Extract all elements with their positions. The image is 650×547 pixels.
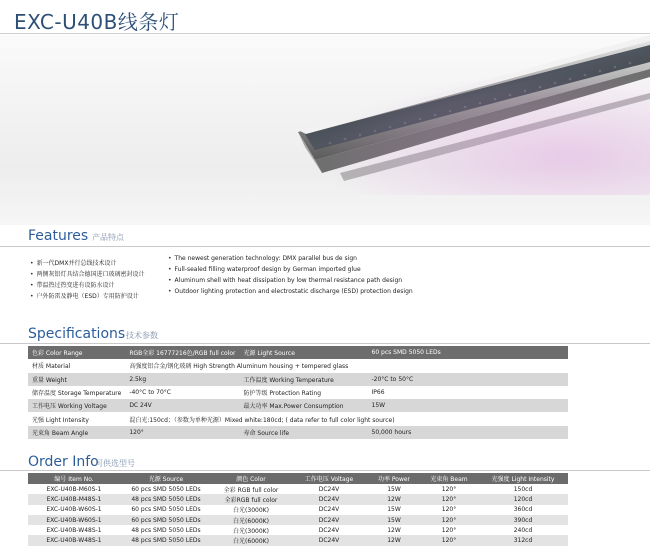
order-cell: DC24V (290, 535, 368, 545)
order-cell: 120° (420, 535, 478, 545)
order-cell: EXC-U40B-W48S-1 (28, 525, 120, 535)
order-cell: EXC-U40B-M60S-1 (28, 484, 120, 494)
order-row (28, 484, 568, 494)
specifications-table (28, 346, 568, 439)
spec-label: 防护等级 Protection Rating (240, 386, 368, 399)
order-cell: 白光(6000K) (212, 535, 290, 545)
order-cell: DC24V (290, 515, 368, 525)
feature-item: • Full-sealed filling waterproof design by German imported glue (168, 264, 413, 275)
order-cell: 360cd (478, 505, 568, 515)
spec-value: 混白光:150cd；（参数为单种光源）Mixed white:180cd; ( data refer to full color light source) (125, 412, 568, 425)
spec-row (28, 386, 568, 399)
order-cell: 白光(6000K) (212, 515, 290, 525)
order-cell: DC24V (290, 525, 368, 535)
features-title: Features (28, 228, 89, 244)
order-cell: 12W (368, 494, 420, 504)
feature-item: • 户外防雷及静电（ESD）专用防护设计 (30, 291, 145, 302)
order-cell: 240cd (478, 525, 568, 535)
spec-value: 50,000 hours (368, 426, 569, 439)
order-cell: EXC-U40B-M48S-1 (28, 494, 120, 504)
order-col-header: 光源 Source (120, 473, 212, 484)
order-row (28, 525, 568, 535)
order-row (28, 535, 568, 545)
feature-item: • 两侧灰铝灯具结合德国进口玻璃密封设计 (30, 269, 145, 280)
order-row (28, 494, 568, 504)
spec-label: 色彩 Color Range (28, 346, 125, 359)
feature-item: • The newest generation technology: DMX parallel bus de sign (168, 253, 413, 264)
spec-label: 工作温度 Working Temperature (240, 373, 368, 386)
spec-label: 光强 Light Intensity (28, 412, 125, 425)
order-col-header: 光束角 Beam (420, 473, 478, 484)
spec-value: RGB全彩 16777216色/RGB full color (125, 346, 239, 359)
spec-label: 寿命 Source life (240, 426, 368, 439)
spec-value: -40°C to 70°C (125, 386, 239, 399)
page-title: EXC-U40B线条灯 (14, 10, 180, 34)
order-row (28, 505, 568, 515)
specifications-divider (0, 343, 650, 344)
spec-row (28, 346, 568, 359)
order-cell: DC24V (290, 494, 368, 504)
features-list-en (168, 253, 413, 297)
feature-item: • Aluminum shell with heat dissipation by low thermal resistance path design (168, 275, 413, 286)
order-col-header: 工作电压 Voltage (290, 473, 368, 484)
order-cell: 15W (368, 505, 420, 515)
order-cell: 120° (420, 505, 478, 515)
order-cell: 120° (420, 484, 478, 494)
order-cell: 12W (368, 535, 420, 545)
order-cell: 48 pcs SMD 5050 LEDs (120, 535, 212, 545)
features-list-cn (30, 258, 145, 302)
order-cell: 15W (368, 484, 420, 494)
spec-row (28, 399, 568, 412)
spec-value: 120° (125, 426, 239, 439)
order-col-header: 编号 Item No. (28, 473, 120, 484)
order-cell: 60 pcs SMD 5050 LEDs (120, 515, 212, 525)
spec-label: 重量 Weight (28, 373, 125, 386)
order-cell: EXC-U40B-W48S-1 (28, 535, 120, 545)
order-col-header: 光强度 Light Intensity (478, 473, 568, 484)
order-cell: 312cd (478, 535, 568, 545)
spec-row (28, 426, 568, 439)
order-cell: 390cd (478, 515, 568, 525)
spec-label: 光束角 Beam Angle (28, 426, 125, 439)
order-cell: 15W (368, 515, 420, 525)
features-divider (0, 246, 650, 247)
spec-value: 60 pcs SMD 5050 LEDs (368, 346, 569, 359)
order-info-divider (0, 470, 650, 471)
order-cell: 150cd (478, 484, 568, 494)
order-cell: DC24V (290, 505, 368, 515)
spec-value: 高强度铝合金/钢化玻璃 High Strength Aluminum housing + tempered glass (125, 359, 568, 372)
spec-label: 工作电压 Working Voltage (28, 399, 125, 412)
order-cell: 白光(3000K) (212, 505, 290, 515)
order-cell: 全彩RGB full color (212, 494, 290, 504)
spec-label: 光源 Light Source (240, 346, 368, 359)
order-cell: EXC-U40B-W60S-1 (28, 505, 120, 515)
specifications-title: Specifications (28, 326, 126, 342)
order-cell: 48 pcs SMD 5050 LEDs (120, 494, 212, 504)
order-col-header: 颜色 Color (212, 473, 290, 484)
order-cell: DC24V (290, 484, 368, 494)
order-cell: 白光(3000K) (212, 525, 290, 535)
spec-label: 最大功率 Max.Power Consumption (240, 399, 368, 412)
spec-row (28, 373, 568, 386)
order-info-table (28, 473, 568, 546)
product-image (0, 35, 650, 225)
title-bar (0, 0, 650, 34)
order-cell: 120° (420, 525, 478, 535)
order-cell: 12W (368, 525, 420, 535)
order-cell: 120° (420, 515, 478, 525)
spec-value: IP66 (368, 386, 569, 399)
spec-value: -20°C to 50°C (368, 373, 569, 386)
order-header-row (28, 473, 568, 484)
spec-value: DC 24V (125, 399, 239, 412)
feature-item: • Outdoor lighting protection and electrostatic discharge (ESD) protection design (168, 286, 413, 297)
order-cell: EXC-U40B-W60S-1 (28, 515, 120, 525)
order-cell: 60 pcs SMD 5050 LEDs (120, 484, 212, 494)
order-cell: 120° (420, 494, 478, 504)
order-row (28, 515, 568, 525)
spec-value: 15W (368, 399, 569, 412)
order-info-title-cn: 可供选型号 (95, 459, 135, 468)
spec-label: 材质 Material (28, 359, 125, 372)
feature-item: • 带温热过热变进有设防水设计 (30, 280, 145, 291)
order-cell: 全彩 RGB full color (212, 484, 290, 494)
specifications-header (0, 326, 650, 344)
feature-item: • 新一代DMX并行总线技术设计 (30, 258, 145, 269)
order-cell: 48 pcs SMD 5050 LEDs (120, 525, 212, 535)
spec-value: 2.5kg (125, 373, 239, 386)
features-title-cn: 产品特点 (92, 233, 124, 242)
specifications-title-cn: 技术参数 (126, 331, 158, 340)
spec-row (28, 412, 568, 425)
spec-row (28, 359, 568, 372)
order-col-header: 功率 Power (368, 473, 420, 484)
features-header (0, 228, 650, 246)
spec-label: 储存温度 Storage Temperature (28, 386, 125, 399)
order-cell: 120cd (478, 494, 568, 504)
order-cell: 60 pcs SMD 5050 LEDs (120, 505, 212, 515)
glow-effect (300, 65, 650, 195)
order-info-title: Order Info (28, 454, 99, 470)
